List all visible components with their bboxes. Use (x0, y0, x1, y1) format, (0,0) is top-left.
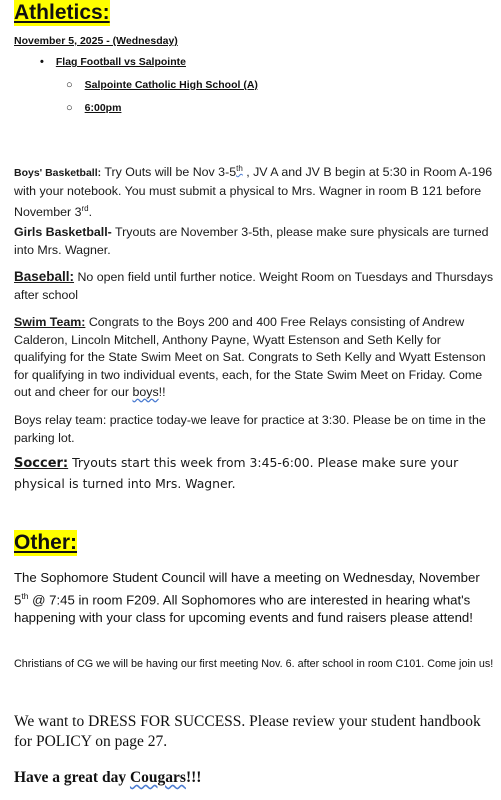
circle-bullet-icon: ○ (66, 102, 73, 114)
circle-bullet-icon: ○ (66, 79, 73, 91)
closing-greeting: Have a great day Cougars!!! (14, 769, 202, 786)
event-item (40, 56, 186, 68)
baseball-label: Baseball: (14, 269, 75, 284)
event-location: Salpointe Catholic High School (A) (84, 79, 258, 91)
baseball-paragraph: Baseball: No open field until further notice. Weight Room on Tuesdays and Thursdays after school (14, 269, 494, 302)
other-heading: Other: (14, 531, 77, 554)
boys-basketball-paragraph: Boys' Basketball: Try Outs will be Nov 3-5th , JV A and JV B begin at 5:30 in Room A-196 with your notebook. You must submit a physical to Mrs. Wagner in room B 121 before November 3rd. (14, 164, 493, 220)
swim-team-paragraph: Swim Team: Congrats to the Boys 200 and 400 Free Relays consisting of Andrew Calderon, Lincoln Mitchell, Anthony Payne, Wyatt Estenson and Seth Kelly for qualifying for the State Swim Meet on Sat. Congrats to Seth Kelly and Wyatt Estenson for qualifying in two individual events, each, for the State Swim Meet on Friday. Come out and cheer for our boys!! (14, 315, 486, 399)
event-date: November 5, 2025 - (Wednesday) (14, 35, 178, 47)
girls-basketball-paragraph: Girls Basketball- Tryouts are November 3-5th, please make sure physicals are turned into Mrs. Wagner. (14, 225, 489, 257)
soccer-paragraph: Soccer: Tryouts start this week from 3:45-6:00. Please make sure your physical is turned into Mrs. Wagner. (14, 455, 459, 491)
swim-team-label: Swim Team: (14, 315, 86, 329)
dress-code-paragraph: We want to DRESS FOR SUCCESS. Please review your student handbook for POLICY on page 27. (14, 713, 481, 750)
bullet-icon: • (40, 56, 44, 68)
event-title: Flag Football vs Salpointe (55, 56, 186, 68)
relay-paragraph: Boys relay team: practice today-we leave for practice at 3:30. Please be on time in the parking lot. (14, 413, 486, 445)
event-time-item (66, 102, 121, 114)
boys-basketball-label: Boys' Basketball: (14, 167, 102, 180)
christians-paragraph: Christians of CG we will be having our first meeting Nov. 6. after school in room C101. Come join us! (14, 658, 494, 670)
soccer-label: Soccer: (14, 456, 69, 471)
sophomore-council-paragraph: The Sophomore Student Council will have a meeting on Wednesday, November 5th @ 7:45 in room F209. All Sophomores who are interested in hearing what's happening with your class for upcoming events and fund raisers please attend! (14, 570, 480, 626)
event-location-item (66, 79, 258, 91)
athletics-heading: Athletics: (14, 1, 110, 24)
girls-basketball-label: Girls Basketball- (14, 225, 112, 239)
event-time: 6:00pm (84, 102, 122, 114)
